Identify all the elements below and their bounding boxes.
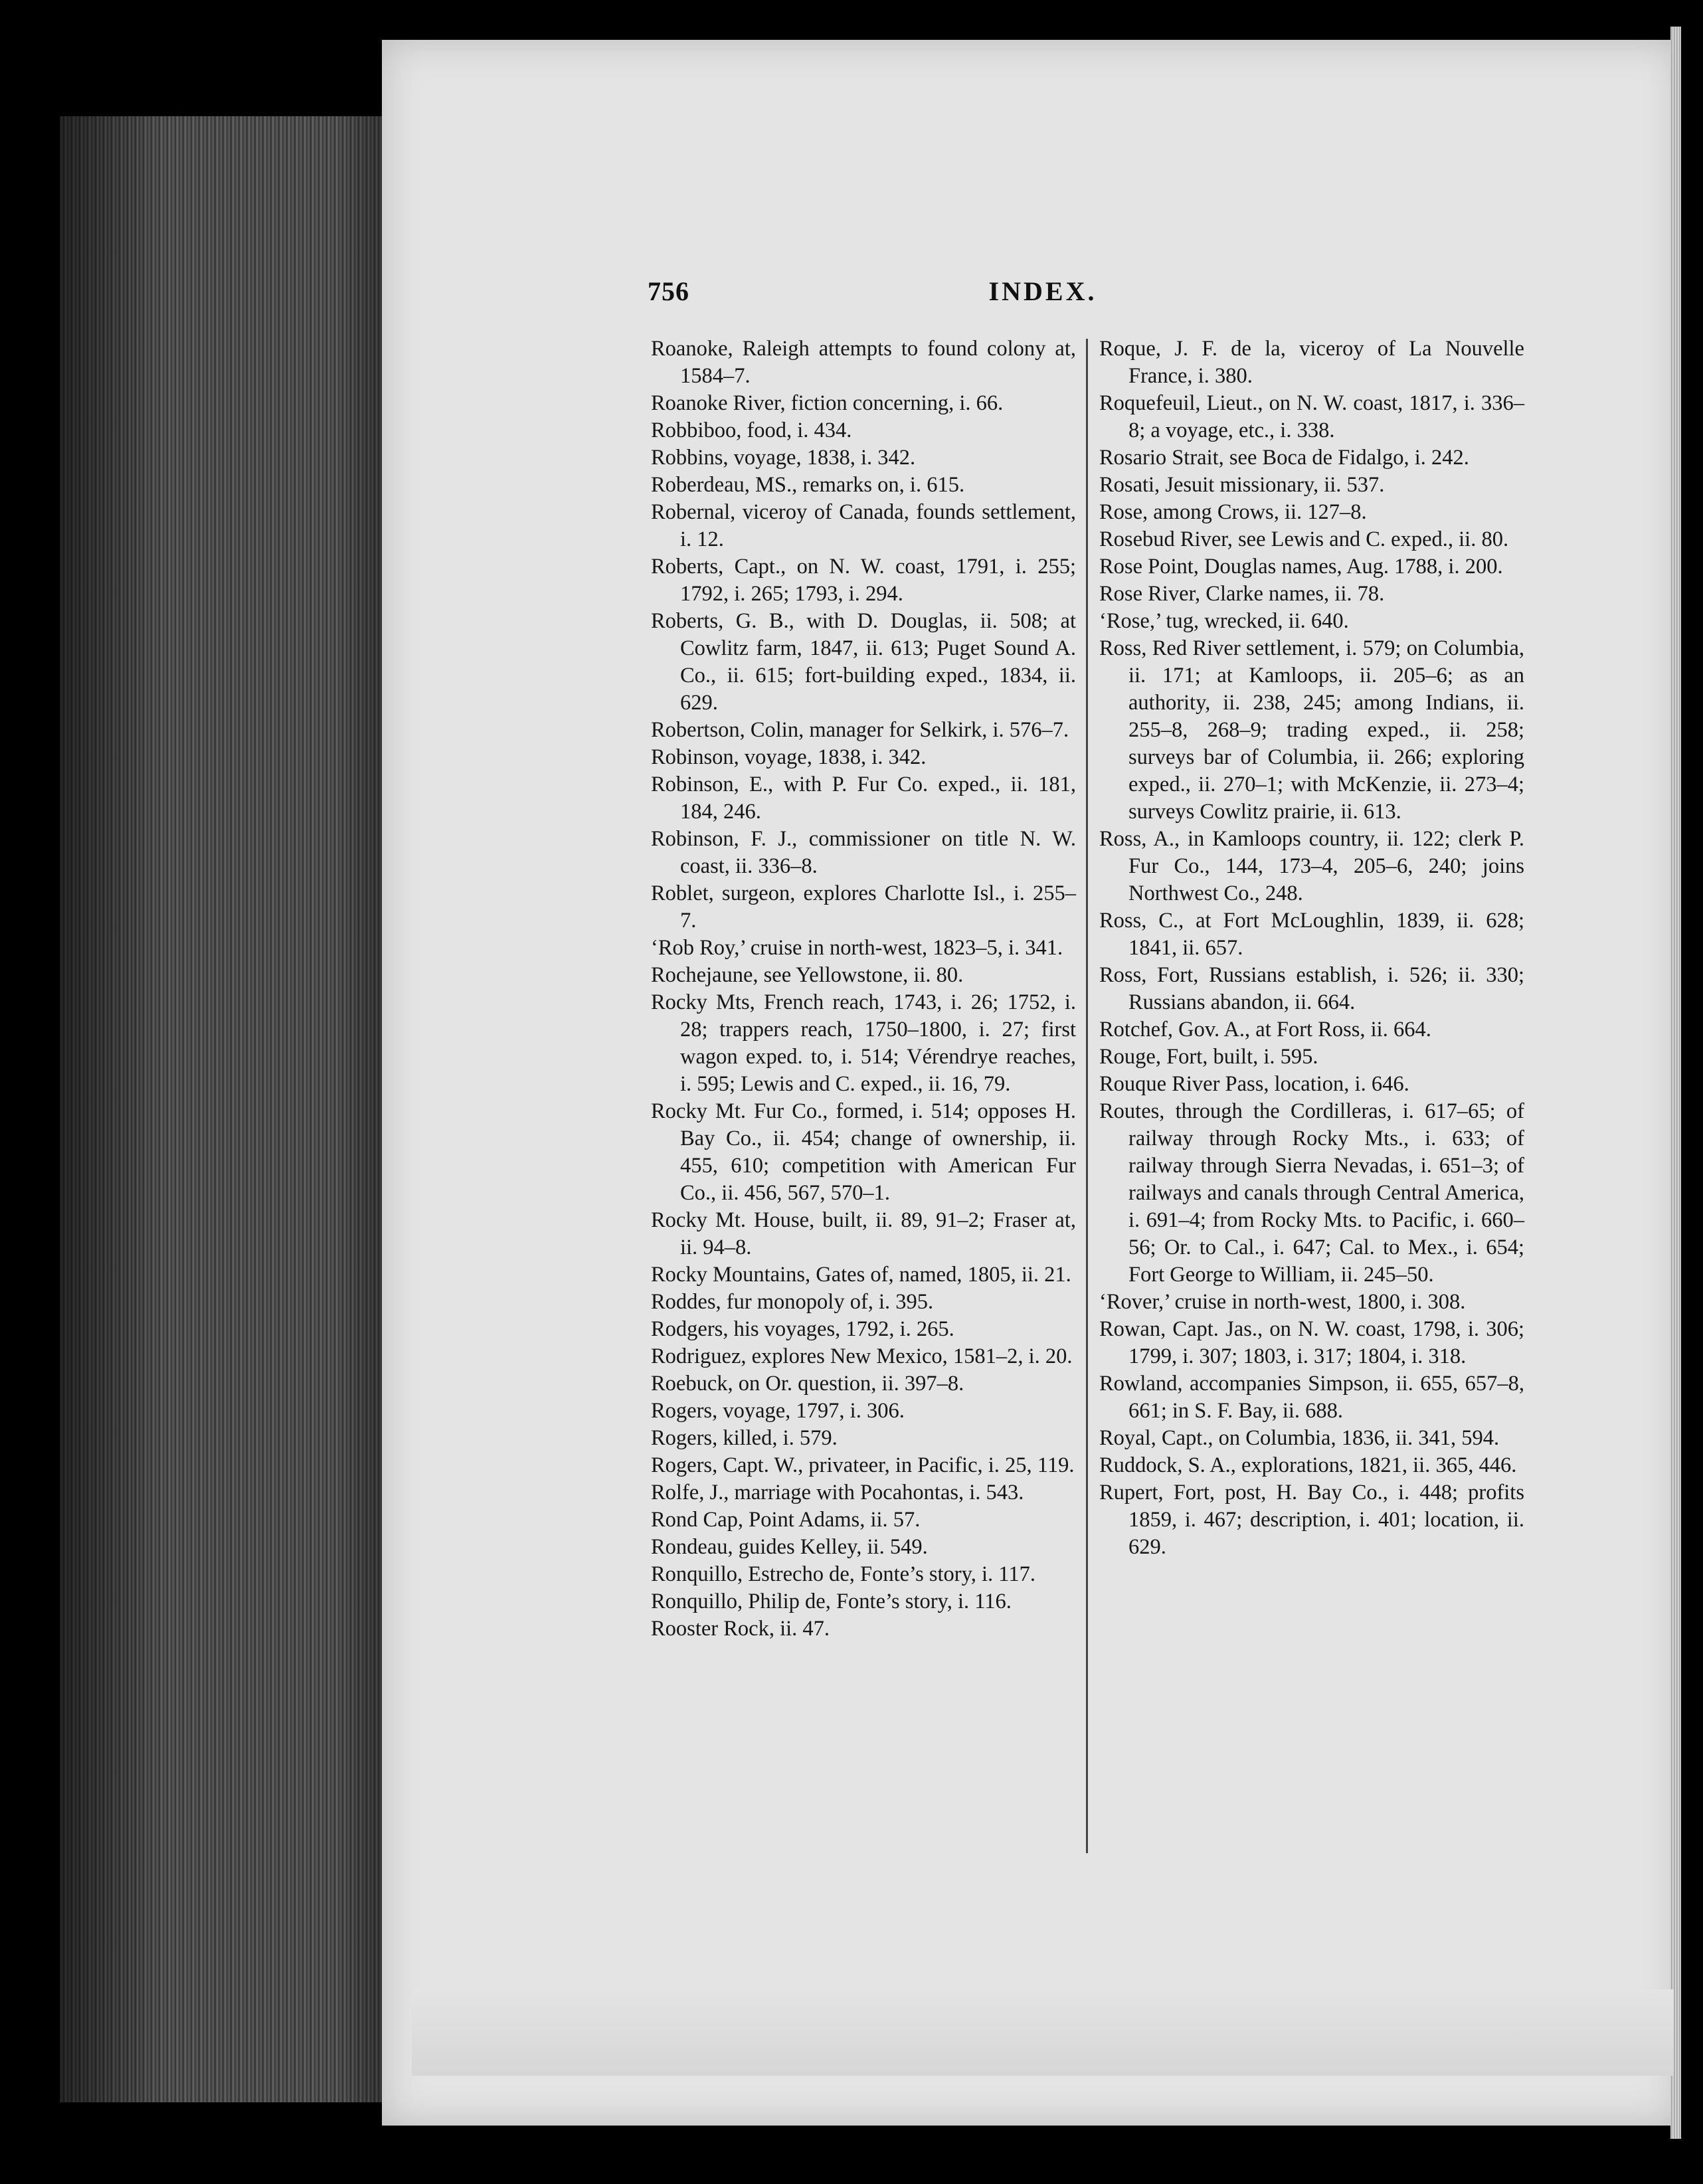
index-entry: Rocky Mountains, Gates of, named, 1805, ii. 21. bbox=[651, 1263, 1071, 1287]
page-header bbox=[648, 276, 1438, 316]
index-entry: ‘Rover,’ cruise in north-west, 1800, i. 308. bbox=[1099, 1290, 1466, 1314]
index-entry: Rosati, Jesuit missionary, ii. 537. bbox=[1099, 473, 1385, 497]
page-number: 756 bbox=[648, 276, 689, 306]
index-entry: Ross, C., at Fort McLoughlin, 1839, ii. 628; 1841, ii. 657. bbox=[1099, 909, 1524, 960]
index-entry: Roebuck, on Or. question, ii. 397–8. bbox=[651, 1372, 964, 1396]
index-entry: Roque, J. F. de la, viceroy of La Nouvelle France, i. 380. bbox=[1099, 337, 1524, 388]
index-entry: Roquefeuil, Lieut., on N. W. coast, 1817, i. 336–8; a voyage, etc., i. 338. bbox=[1099, 391, 1524, 442]
index-entry: Ross, Fort, Russians establish, i. 526; ii. 330; Russians abandon, ii. 664. bbox=[1099, 963, 1524, 1014]
index-entry: Robbins, voyage, 1838, i. 342. bbox=[651, 446, 916, 470]
index-entry: Rose Point, Douglas names, Aug. 1788, i. 200. bbox=[1099, 555, 1503, 579]
index-entry: Roblet, surgeon, explores Charlotte Isl., i. 255–7. bbox=[651, 881, 1076, 933]
index-entry: Rogers, killed, i. 579. bbox=[651, 1426, 838, 1450]
index-entry: Ronquillo, Estrecho de, Fonte’s story, i. 117. bbox=[651, 1562, 1035, 1586]
index-entry: Rowland, accompanies Simpson, ii. 655, 657–8, 661; in S. F. Bay, ii. 688. bbox=[1099, 1372, 1524, 1423]
index-entry: Roberts, G. B., with D. Douglas, ii. 508; at Cowlitz farm, 1847, ii. 613; Puget Sound A. Co., ii. 615; fort-building exped., 1834, ii. 629. bbox=[651, 609, 1076, 715]
index-entry: Rodgers, his voyages, 1792, i. 265. bbox=[651, 1317, 954, 1341]
spine-shadow bbox=[60, 116, 405, 2102]
index-entry: Rotchef, Gov. A., at Fort Ross, ii. 664. bbox=[1099, 1018, 1431, 1042]
index-entry: Rondeau, guides Kelley, ii. 549. bbox=[651, 1535, 928, 1559]
page-edge bbox=[1670, 27, 1681, 2139]
index-entry: Rooster Rock, ii. 47. bbox=[651, 1617, 830, 1641]
index-entry: Rosebud River, see Lewis and C. exped., ii. 80. bbox=[1099, 527, 1509, 551]
index-entry: Rose, among Crows, ii. 127–8. bbox=[1099, 500, 1367, 524]
index-entry: Rosario Strait, see Boca de Fidalgo, i. 242. bbox=[1099, 446, 1469, 470]
index-entry: Rolfe, J., marriage with Pocahontas, i. 543. bbox=[651, 1481, 1024, 1504]
index-entry: Roanoke River, fiction concerning, i. 66. bbox=[651, 391, 1004, 415]
index-entry: Rochejaune, see Yellowstone, ii. 80. bbox=[651, 963, 964, 987]
index-entry: Ruddock, S. A., explorations, 1821, ii. 365, 446. bbox=[1099, 1453, 1517, 1477]
index-entry: Ronquillo, Philip de, Fonte’s story, i. 116. bbox=[651, 1590, 1012, 1613]
index-entry: Routes, through the Cordilleras, i. 617–65; of railway through Rocky Mts., i. 633; of railway through Sierra Nevadas, i. 651–3; of railways and canals through Central America, i. 691–4; from Rocky Mts. to Pacific, i. 660–56; Or. to Cal., i. 647; Cal. to Mex., i. 654; Fort George to William, ii. 245–50. bbox=[1099, 1099, 1524, 1287]
index-entry: Robbiboo, food, i. 434. bbox=[651, 418, 852, 442]
index-entry: Rogers, voyage, 1797, i. 306. bbox=[651, 1399, 905, 1423]
index-entry: Robinson, voyage, 1838, i. 342. bbox=[651, 745, 927, 769]
index-entry: Rodriguez, explores New Mexico, 1581–2, i. 20. bbox=[651, 1344, 1073, 1368]
index-entry: Rouque River Pass, location, i. 646. bbox=[1099, 1072, 1409, 1096]
column-divider bbox=[1086, 339, 1088, 1853]
page-bottom-margin bbox=[412, 1989, 1674, 2076]
index-entry: Roberts, Capt., on N. W. coast, 1791, i. 255; 1792, i. 265; 1793, i. 294. bbox=[651, 555, 1076, 606]
index-entry: Roanoke, Raleigh attempts to found colony at, 1584–7. bbox=[651, 337, 1076, 388]
index-entry: Rocky Mt. Fur Co., formed, i. 514; opposes H. Bay Co., ii. 454; change of ownership, ii. 455, 610; competition with American Fur Co., ii. 456, 567, 570–1. bbox=[651, 1099, 1076, 1205]
index-entry: ‘Rose,’ tug, wrecked, ii. 640. bbox=[1099, 609, 1349, 633]
index-entry: Ross, A., in Kamloops country, ii. 122; clerk P. Fur Co., 144, 173–4, 205–6, 240; joins Northwest Co., 248. bbox=[1099, 827, 1524, 905]
index-entry: Rouge, Fort, built, i. 595. bbox=[1099, 1045, 1318, 1069]
index-entry: Rocky Mts, French reach, 1743, i. 26; 1752, i. 28; trappers reach, 1750–1800, i. 27; first wagon exped. to, i. 514; Vérendrye reaches, i. 595; Lewis and C. exped., ii. 16, 79. bbox=[651, 990, 1076, 1096]
index-entry: Robinson, F. J., commissioner on title N. W. coast, ii. 336–8. bbox=[651, 827, 1076, 878]
index-entry: Rocky Mt. House, built, ii. 89, 91–2; Fraser at, ii. 94–8. bbox=[651, 1208, 1076, 1259]
index-entry: Roberdeau, MS., remarks on, i. 615. bbox=[651, 473, 965, 497]
index-entry: Rond Cap, Point Adams, ii. 57. bbox=[651, 1508, 921, 1532]
index-entry: Robernal, viceroy of Canada, founds settlement, i. 12. bbox=[651, 500, 1076, 551]
index-entry: Ross, Red River settlement, i. 579; on Columbia, ii. 171; at Kamloops, ii. 205–6; as an authority, ii. 238, 245; among Indians, ii. 255–8, 268–9; trading exped., ii. 258; surveys bar of Columbia, ii. 266; exploring exped., ii. 270–1; with McKenzie, ii. 273–4; surveys Cowlitz prairie, ii. 613. bbox=[1099, 636, 1524, 824]
index-entry: Rogers, Capt. W., privateer, in Pacific, i. 25, 119. bbox=[651, 1453, 1075, 1477]
index-column-left bbox=[651, 335, 1076, 1643]
index-entry: Rowan, Capt. Jas., on N. W. coast, 1798, i. 306; 1799, i. 307; 1803, i. 317; 1804, i. 318. bbox=[1099, 1317, 1524, 1368]
index-entry: Robinson, E., with P. Fur Co. exped., ii. 181, 184, 246. bbox=[651, 773, 1076, 824]
index-column-right bbox=[1099, 335, 1524, 1561]
index-entry: Robertson, Colin, manager for Selkirk, i. 576–7. bbox=[651, 718, 1069, 742]
running-head: INDEX. bbox=[988, 276, 1097, 306]
index-entry: Rupert, Fort, post, H. Bay Co., i. 448; profits 1859, i. 467; description, i. 401; location, ii. 629. bbox=[1099, 1481, 1524, 1559]
index-entry: Roddes, fur monopoly of, i. 395. bbox=[651, 1290, 934, 1314]
index-entry: Rose River, Clarke names, ii. 78. bbox=[1099, 582, 1385, 606]
index-entry: Royal, Capt., on Columbia, 1836, ii. 341, 594. bbox=[1099, 1426, 1500, 1450]
index-entry: ‘Rob Roy,’ cruise in north-west, 1823–5, i. 341. bbox=[651, 936, 1063, 960]
